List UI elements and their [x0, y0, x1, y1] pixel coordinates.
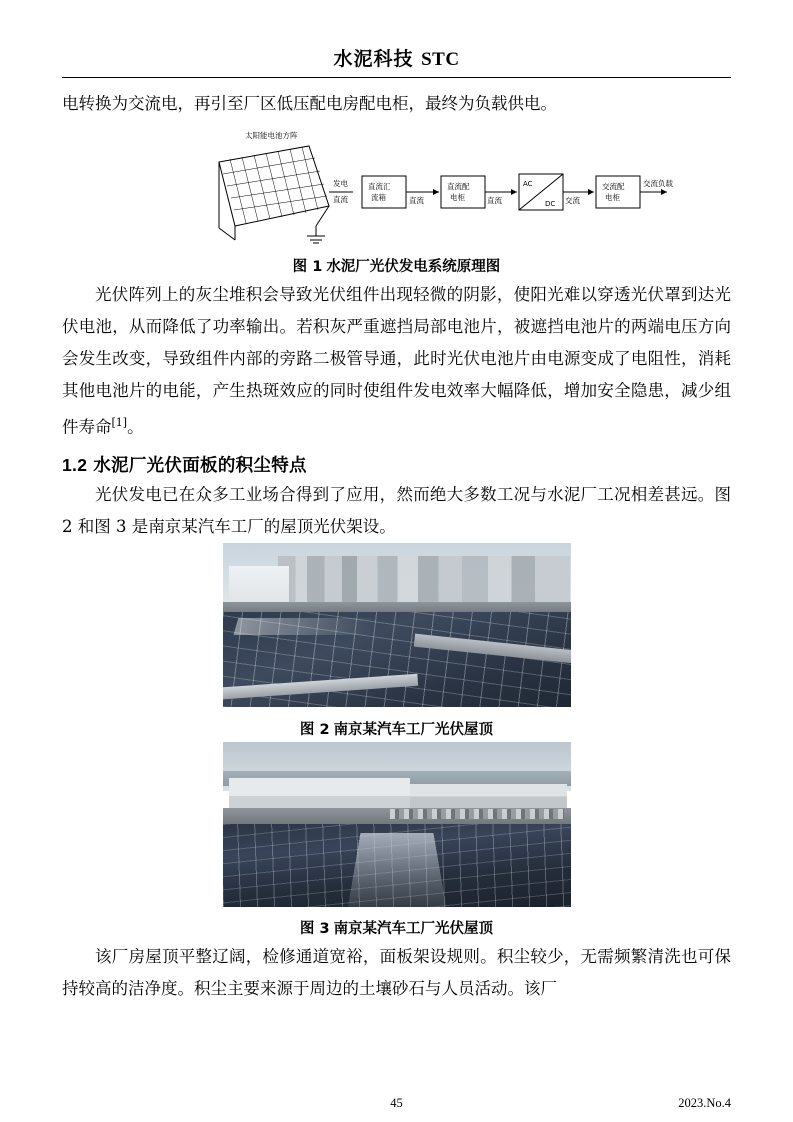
- paragraph-continued: 电转换为交流电，再引至厂区低压配电房配电柜，最终为负载供电。: [62, 94, 557, 113]
- figure-1-label: 图 1: [292, 259, 323, 275]
- svg-text:AC: AC: [523, 180, 533, 188]
- page-number: 45: [390, 1096, 403, 1110]
- edge-label-ac-load: 交流负载: [643, 179, 673, 188]
- section-heading-1-2: [62, 452, 731, 477]
- svg-text:直流汇: 直流汇: [368, 182, 391, 191]
- header-rule: [62, 77, 731, 78]
- photo3-maintenance-walkway: [347, 833, 445, 906]
- photo3-factory-building-2: [410, 784, 567, 809]
- paragraph-roof: 该厂房屋顶平整辽阔，检修通道宽裕，面板架设规则。积尘较少，无需频繁清洗也可保持较高的洁净度。积尘主要来源于周边的土壤砂石与人员活动。该厂: [62, 946, 731, 998]
- edge-label-dc-1: 直流: [333, 195, 348, 204]
- dc-distribution-cabinet: [441, 176, 485, 208]
- svg-text:交流配: 交流配: [602, 182, 625, 191]
- pv-array-graphic: [219, 146, 329, 243]
- svg-text:DC: DC: [545, 200, 556, 208]
- figure-1-caption: 图 1 水泥厂光伏发电系统原理图: [292, 259, 501, 275]
- issue-label: 2023.No.4: [678, 1096, 731, 1110]
- figure-2-label: 图 2: [299, 721, 330, 738]
- svg-text:流箱: 流箱: [371, 193, 386, 202]
- edge-label-generate: 发电: [333, 179, 348, 188]
- photo2-panel-glare: [234, 618, 378, 635]
- figure-1-schematic: [62, 128, 731, 250]
- figure-2-image-wrap: [62, 543, 731, 713]
- pv-array-label: 太阳能电池方阵: [245, 131, 298, 140]
- photo3-parked-cars: [390, 809, 564, 819]
- figure-2-photo: [223, 543, 571, 708]
- figure-3-photo: [223, 742, 571, 907]
- svg-text:电柜: 电柜: [605, 193, 620, 202]
- figure-3-caption: 图 3 南京某汽车工厂光伏屋顶: [299, 920, 494, 937]
- figure-2-caption: 图 2 南京某汽车工厂光伏屋顶: [299, 721, 494, 738]
- paragraph-dust: 光伏阵列上的灰尘堆积会导致光伏组件出现轻微的阴影，使阳光难以穿透光伏罩到达光伏电池，从而降低了功率输出。若积灰严重遮挡局部电池片，被遮挡电池片的两端电压方向会发生改变，导致组件内部的旁路二极管导通，此时光伏电池片由电源变成了电阻性，消耗其他电池片的电能，产生热斑效应的同时使组件发电效率大幅降低，增加安全隐患，减少组件寿命[1]。: [62, 285, 731, 437]
- combiner-box: [362, 176, 406, 208]
- edge-label-dc-3: 直流: [487, 196, 502, 205]
- schematic-svg: [157, 128, 677, 250]
- journal-abbrev: STC: [421, 49, 460, 70]
- running-head: [62, 44, 731, 71]
- figure-3-image-wrap: [62, 742, 731, 912]
- edge-label-dc-2: 直流: [409, 196, 424, 205]
- svg-text:直流配: 直流配: [447, 182, 470, 191]
- svg-text:电柜: 电柜: [450, 193, 465, 202]
- section-number: 1.2: [62, 454, 88, 475]
- ac-distribution-cabinet: [596, 176, 640, 208]
- journal-title: 水泥科技: [333, 48, 414, 70]
- photo2-skyline: [278, 556, 570, 606]
- section-title: 水泥厂光伏面板的积尘特点: [93, 455, 307, 476]
- figure-3-label: 图 3: [299, 920, 330, 937]
- edge-label-ac-1: 交流: [565, 196, 580, 205]
- reference-marker: [1]: [111, 416, 128, 429]
- paragraph-application: 光伏发电已在众多工业场合得到了应用，然而绝大多数工况与水泥厂工况相差甚远。图 2 和图 3 是南京某汽车工厂的屋顶光伏架设。: [62, 484, 731, 536]
